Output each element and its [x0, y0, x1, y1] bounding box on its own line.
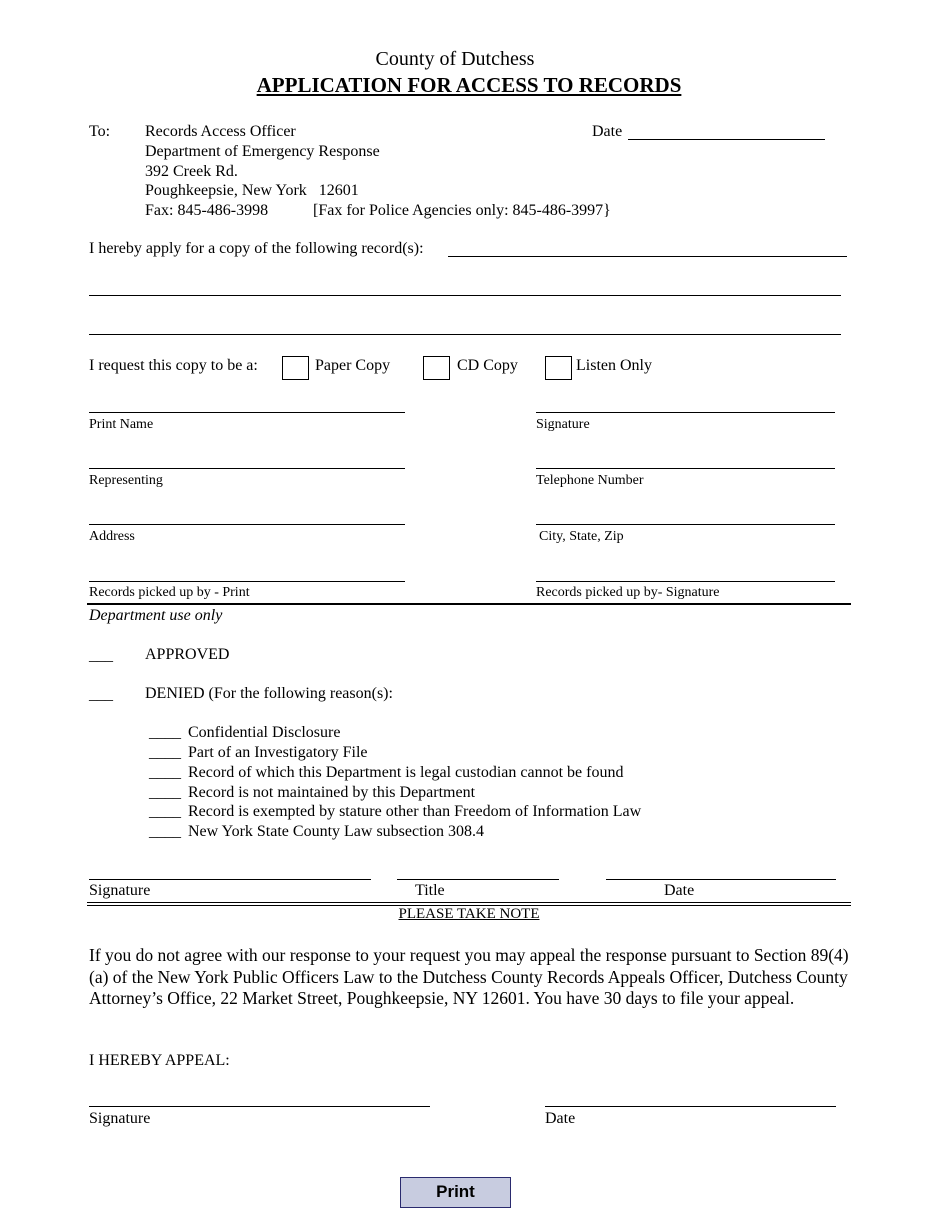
print-name-field[interactable] [89, 412, 405, 413]
reason-blank: ____ [149, 823, 181, 840]
telephone-field[interactable] [536, 468, 835, 469]
reason-item: Part of an Investigatory File [188, 744, 368, 761]
section-divider [87, 603, 851, 605]
records-field-line-3[interactable] [89, 334, 841, 335]
picked-print-label: Records picked up by - Print [89, 585, 250, 600]
appeal-signature-field[interactable] [89, 1106, 430, 1107]
reason-item: Record is not maintained by this Department [188, 784, 476, 801]
county-name: County of Dutchess [375, 48, 535, 70]
approved-blank: ___ [89, 647, 113, 664]
picked-print-field[interactable] [89, 581, 405, 582]
print-button[interactable]: Print [400, 1177, 511, 1208]
reason-blank: ____ [149, 784, 181, 801]
telephone-label: Telephone Number [536, 473, 644, 488]
reason-item: Record of which this Department is legal custodian cannot be found [188, 764, 624, 781]
reason-item: New York State County Law subsection 308.4 [188, 823, 484, 840]
city-line: Poughkeepsie, New York 12601 [145, 182, 359, 199]
representing-field[interactable] [89, 468, 405, 469]
cd-copy-label: CD Copy [457, 357, 518, 374]
reason-blank: ____ [149, 724, 181, 741]
denied-blank: ___ [89, 686, 113, 703]
approved-label: APPROVED [145, 646, 230, 663]
double-rule-top [87, 902, 851, 903]
records-field-line-1[interactable] [448, 256, 847, 257]
dept-date-label: Date [664, 882, 695, 899]
date-field[interactable] [628, 139, 825, 140]
listen-only-checkbox[interactable] [545, 356, 572, 380]
appeal-date-field[interactable] [545, 1106, 836, 1107]
appeal-heading: I HEREBY APPEAL: [89, 1052, 230, 1069]
date-label: Date [592, 123, 623, 140]
denied-label: DENIED (For the following reason(s): [145, 685, 393, 702]
reason-item: Confidential Disclosure [188, 724, 341, 741]
appeal-date-label: Date [545, 1110, 576, 1127]
records-field-line-2[interactable] [89, 295, 841, 296]
page-title: APPLICATION FOR ACCESS TO RECORDS [256, 73, 682, 97]
picked-signature-field[interactable] [536, 581, 835, 582]
appeal-signature-label: Signature [89, 1110, 151, 1127]
street-line: 392 Creek Rd. [145, 163, 238, 180]
to-label: To: [89, 123, 111, 140]
dept-title-label: Title [415, 882, 445, 899]
reason-blank: ____ [149, 744, 181, 761]
print-name-label: Print Name [89, 417, 154, 432]
paper-copy-checkbox[interactable] [282, 356, 309, 380]
address-label: Address [89, 529, 135, 544]
signature-field[interactable] [536, 412, 835, 413]
department-line: Department of Emergency Response [145, 143, 380, 160]
city-state-zip-field[interactable] [536, 524, 835, 525]
reason-blank: ____ [149, 803, 181, 820]
city-state-zip-label: City, State, Zip [539, 529, 624, 544]
dept-date-field[interactable] [606, 879, 836, 880]
signature-label: Signature [536, 417, 590, 432]
fax-line: Fax: 845-486-3998 [145, 202, 269, 219]
listen-only-label: Listen Only [576, 357, 652, 374]
copy-request-label: I request this copy to be a: [89, 357, 258, 374]
note-heading: PLEASE TAKE NOTE [398, 906, 540, 922]
cd-copy-checkbox[interactable] [423, 356, 450, 380]
picked-signature-label: Records picked up by- Signature [536, 585, 720, 600]
dept-signature-label: Signature [89, 882, 151, 899]
fax-police-line: [Fax for Police Agencies only: 845-486-3997} [313, 202, 611, 219]
apply-text: I hereby apply for a copy of the following record(s): [89, 240, 424, 257]
officer-line: Records Access Officer [145, 123, 296, 140]
representing-label: Representing [89, 473, 163, 488]
reason-item: Record is exempted by stature other than Freedom of Information Law [188, 803, 642, 820]
department-heading: Department use only [89, 607, 223, 624]
paper-copy-label: Paper Copy [315, 357, 391, 374]
reason-blank: ____ [149, 764, 181, 781]
note-paragraph: If you do not agree with our response to your request you may appeal the response pursuant to Section 89(4) (a) of the New York Public Officers Law to the Dutchess County Records Appeals Officer, Dutchess County Attorney’s Office, 22 Market Street, Poughkeepsie, NY 12601. You have 30 days to file your appeal. [89, 945, 849, 1008]
dept-signature-field[interactable] [89, 879, 371, 880]
address-field[interactable] [89, 524, 405, 525]
dept-title-field[interactable] [397, 879, 559, 880]
